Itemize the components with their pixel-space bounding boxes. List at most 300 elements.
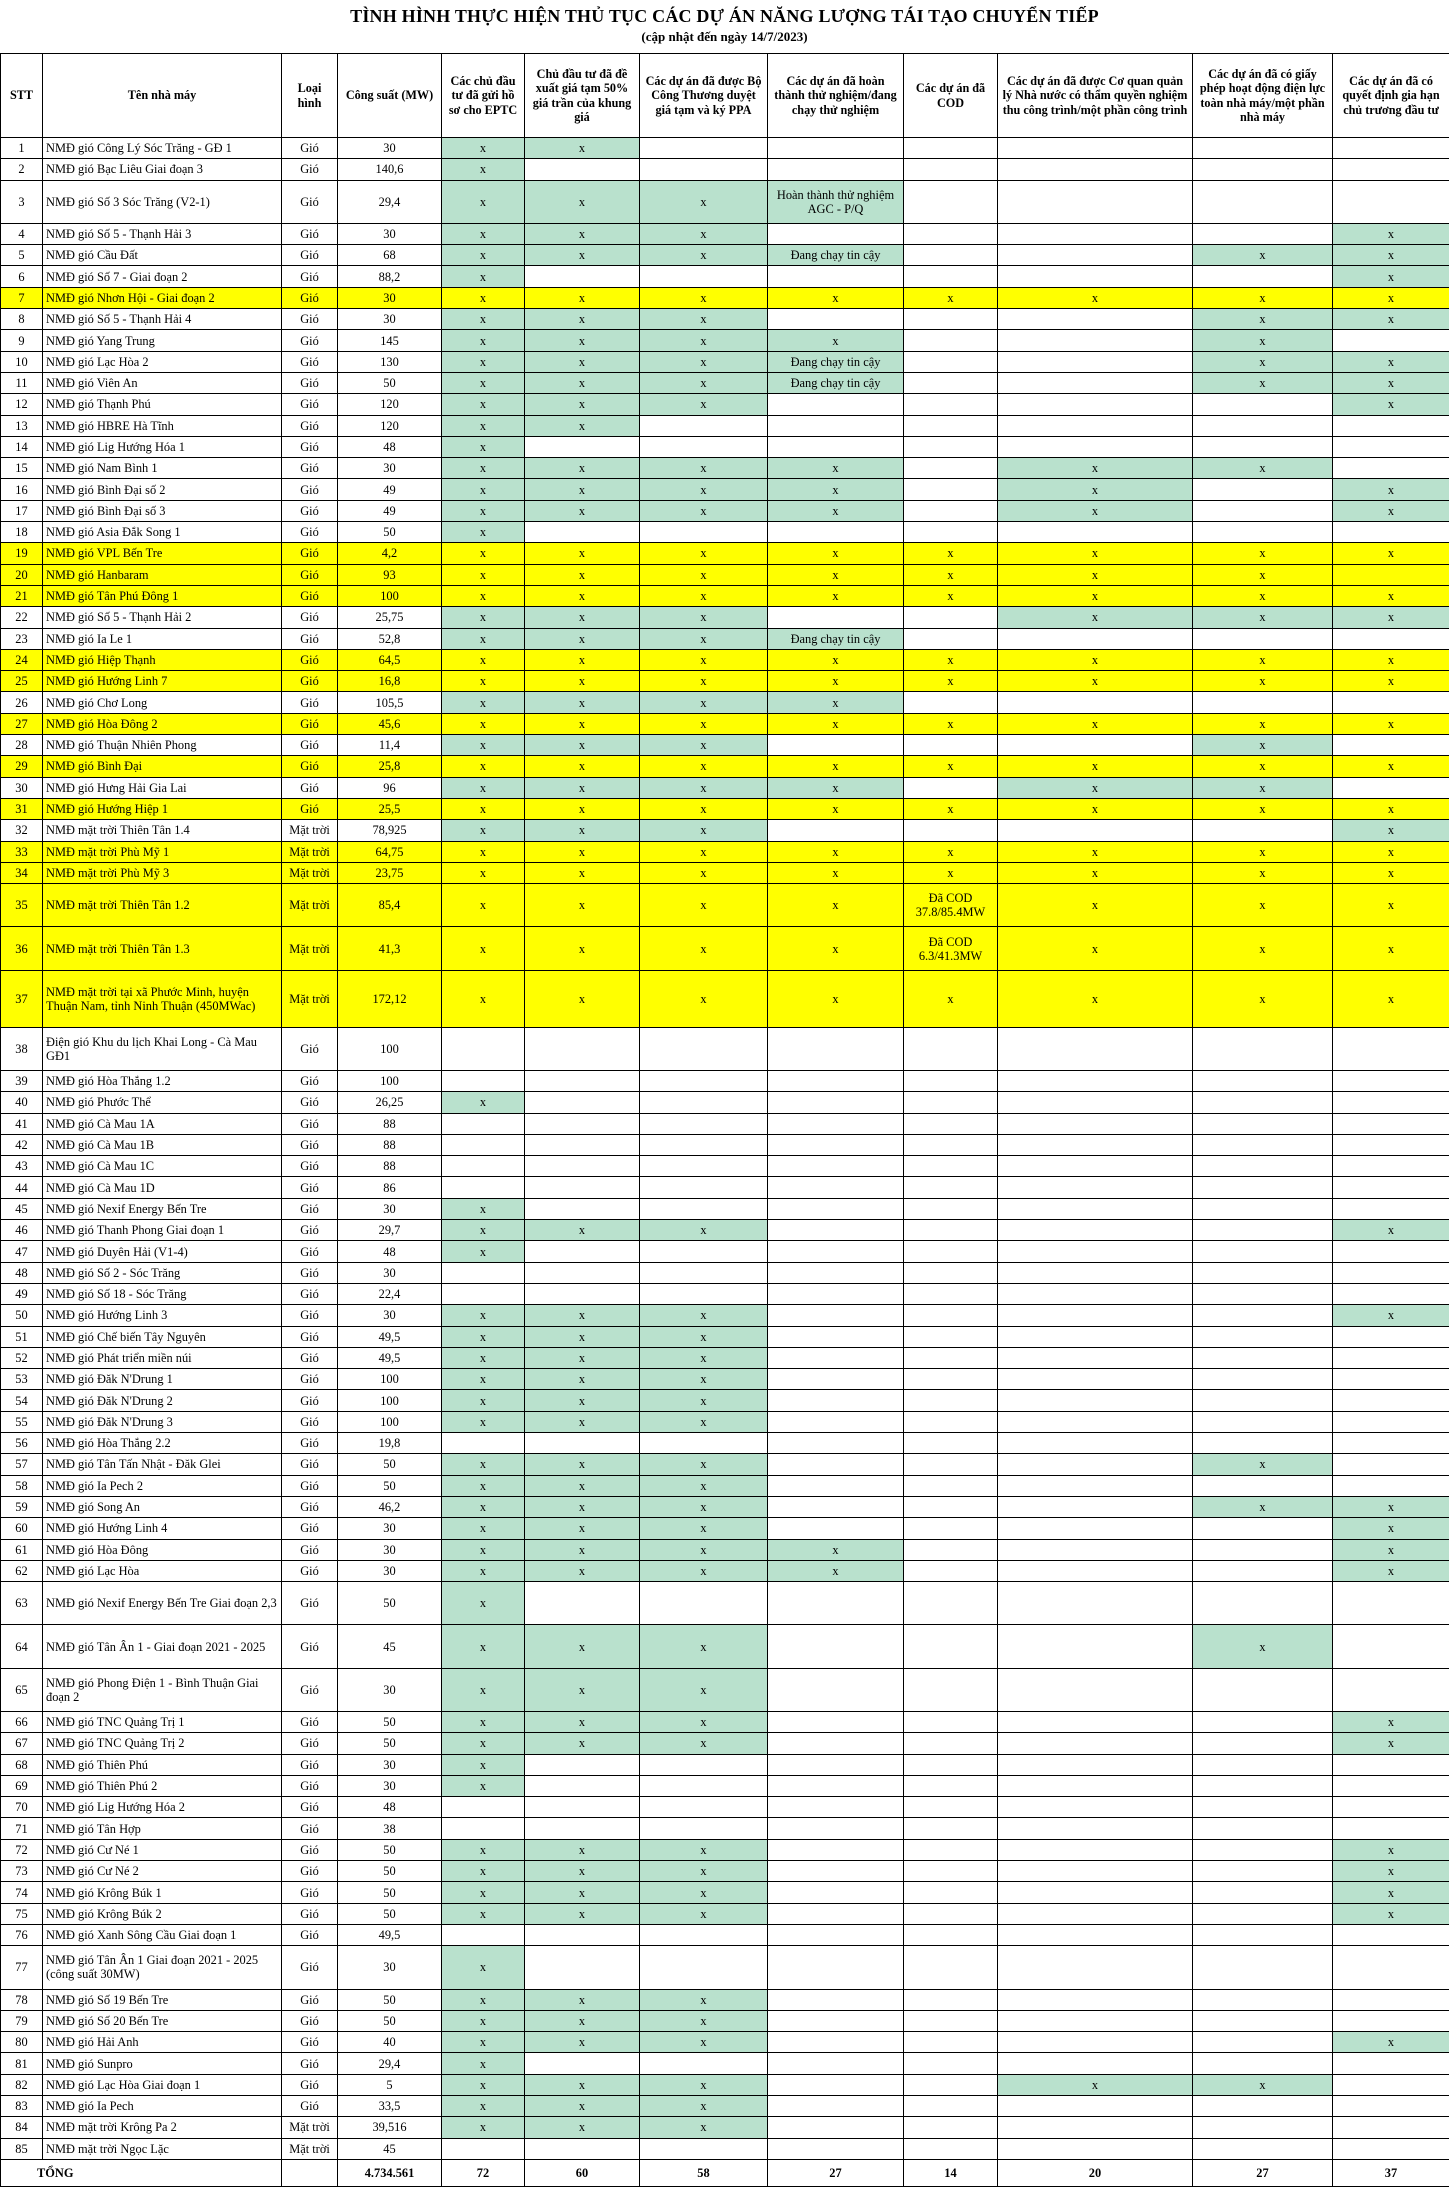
table-row [1, 479, 1449, 500]
cell-license [1193, 522, 1333, 543]
cell-type: Gió [282, 1369, 338, 1390]
cell-eptc-submitted: x [442, 607, 525, 628]
cell-testing [768, 1818, 904, 1839]
cell-capacity: 45 [338, 2138, 442, 2159]
cell-acceptance [998, 2138, 1193, 2159]
cell-extension: x [1333, 479, 1449, 500]
cell-license [1193, 1198, 1333, 1219]
cell-license: x [1193, 585, 1333, 606]
cell-acceptance [998, 138, 1193, 159]
cell-extension [1333, 564, 1449, 585]
cell-extension [1333, 1156, 1449, 1177]
cell-price-proposed: x [525, 1390, 640, 1411]
header-cod: Các dự án đã COD [904, 54, 998, 138]
cell-acceptance [998, 1220, 1193, 1241]
cell-stt: 68 [1, 1754, 43, 1775]
cell-eptc-submitted: x [442, 927, 525, 970]
cell-cod [904, 522, 998, 543]
cell-stt: 32 [1, 820, 43, 841]
cell-price-proposed: x [525, 1668, 640, 1711]
cell-stt: 24 [1, 649, 43, 670]
cell-cod [904, 1754, 998, 1775]
cell-price-proposed [525, 2138, 640, 2159]
cell-testing [768, 309, 904, 330]
cell-testing [768, 1861, 904, 1882]
table-row [1, 1027, 1449, 1070]
cell-cod [904, 777, 998, 798]
cell-capacity: 26,25 [338, 1092, 442, 1113]
cell-plant-name: NMĐ gió Ia Le 1 [43, 628, 282, 649]
cell-testing [768, 415, 904, 436]
cell-cod [904, 1092, 998, 1113]
cell-extension: x [1333, 287, 1449, 308]
cell-plant-name: NMĐ gió Nexif Energy Bến Tre [43, 1198, 282, 1219]
table-row [1, 585, 1449, 606]
cell-cod [904, 1733, 998, 1754]
cell-license [1193, 1797, 1333, 1818]
cell-plant-name: NMĐ gió Thuận Nhiên Phong [43, 735, 282, 756]
cell-license [1193, 1861, 1333, 1882]
cell-testing [768, 1283, 904, 1304]
cell-cod [904, 1433, 998, 1454]
cell-capacity: 46,2 [338, 1496, 442, 1517]
cell-eptc-submitted: x [442, 1882, 525, 1903]
cell-stt: 34 [1, 862, 43, 883]
cell-capacity: 50 [338, 1839, 442, 1860]
cell-acceptance: x [998, 970, 1193, 1027]
cell-type: Gió [282, 287, 338, 308]
cell-cod [904, 1220, 998, 1241]
table-row [1, 1156, 1449, 1177]
cell-license [1193, 1712, 1333, 1733]
cell-plant-name: NMĐ gió Krông Búk 2 [43, 1903, 282, 1924]
table-row [1, 1411, 1449, 1432]
cell-extension [1333, 1775, 1449, 1796]
cell-ppa-signed: x [640, 1475, 768, 1496]
cell-eptc-submitted: x [442, 735, 525, 756]
cell-capacity: 25,8 [338, 756, 442, 777]
cell-stt: 20 [1, 564, 43, 585]
cell-license [1193, 1668, 1333, 1711]
cell-type: Gió [282, 245, 338, 266]
cell-cod [904, 245, 998, 266]
cell-extension: x [1333, 1861, 1449, 1882]
cell-capacity: 50 [338, 372, 442, 393]
cell-testing [768, 1989, 904, 2010]
cell-cod [904, 180, 998, 223]
cell-eptc-submitted: x [442, 436, 525, 457]
cell-plant-name: NMĐ gió Viên An [43, 372, 282, 393]
cell-capacity: 4,2 [338, 543, 442, 564]
cell-testing: x [768, 862, 904, 883]
cell-license: x [1193, 649, 1333, 670]
cell-ppa-signed [640, 415, 768, 436]
cell-stt: 16 [1, 479, 43, 500]
cell-eptc-submitted: x [442, 287, 525, 308]
cell-acceptance [998, 1262, 1193, 1283]
cell-license [1193, 394, 1333, 415]
cell-ppa-signed [640, 1027, 768, 1070]
cell-type: Gió [282, 692, 338, 713]
cell-plant-name: NMĐ gió Thiên Phú 2 [43, 1775, 282, 1796]
cell-type: Gió [282, 1518, 338, 1539]
table-row [1, 862, 1449, 883]
table-row [1, 436, 1449, 457]
cell-plant-name: NMĐ gió Phước Thể [43, 1092, 282, 1113]
cell-type: Gió [282, 415, 338, 436]
cell-capacity: 49,5 [338, 1924, 442, 1945]
cell-ppa-signed [640, 1262, 768, 1283]
cell-testing [768, 1625, 904, 1668]
cell-testing [768, 1262, 904, 1283]
table-row [1, 1220, 1449, 1241]
cell-cod [904, 2096, 998, 2117]
cell-price-proposed [525, 159, 640, 180]
table-row [1, 1754, 1449, 1775]
table-row [1, 245, 1449, 266]
cell-cod [904, 351, 998, 372]
cell-ppa-signed: x [640, 1882, 768, 1903]
cell-capacity: 30 [338, 1198, 442, 1219]
cell-plant-name: NMĐ gió Tân Tấn Nhật - Đăk Glei [43, 1454, 282, 1475]
cell-ppa-signed: x [640, 372, 768, 393]
cell-testing: x [768, 585, 904, 606]
cell-extension [1333, 2053, 1449, 2074]
cell-type: Gió [282, 266, 338, 287]
cell-extension: x [1333, 1839, 1449, 1860]
cell-ppa-signed [640, 266, 768, 287]
cell-ppa-signed: x [640, 1712, 768, 1733]
cell-eptc-submitted: x [442, 1411, 525, 1432]
cell-plant-name: NMĐ gió Hướng Hiệp 1 [43, 798, 282, 819]
cell-acceptance [998, 1198, 1193, 1219]
cell-license [1193, 180, 1333, 223]
cell-type: Gió [282, 1946, 338, 1989]
cell-cod [904, 1518, 998, 1539]
cell-eptc-submitted: x [442, 777, 525, 798]
cell-plant-name: NMĐ gió Số 7 - Giai đoạn 2 [43, 266, 282, 287]
cell-testing: Hoàn thành thử nghiệm AGC - P/Q [768, 180, 904, 223]
cell-ppa-signed: x [640, 1625, 768, 1668]
cell-stt: 44 [1, 1177, 43, 1198]
cell-plant-name: NMĐ mặt trời tại xã Phước Minh, huyện Thuận Nam, tỉnh Ninh Thuận (450MWac) [43, 970, 282, 1027]
cell-testing [768, 1241, 904, 1262]
cell-license [1193, 266, 1333, 287]
cell-extension [1333, 1797, 1449, 1818]
cell-cod [904, 1454, 998, 1475]
table-row [1, 138, 1449, 159]
cell-extension: x [1333, 1733, 1449, 1754]
cell-ppa-signed: x [640, 1733, 768, 1754]
cell-cod: x [904, 841, 998, 862]
cell-extension [1333, 138, 1449, 159]
table-row [1, 671, 1449, 692]
cell-stt: 10 [1, 351, 43, 372]
table-row [1, 1625, 1449, 1668]
table-row [1, 1903, 1449, 1924]
cell-license [1193, 1433, 1333, 1454]
cell-type: Gió [282, 1433, 338, 1454]
cell-eptc-submitted: x [442, 1668, 525, 1711]
cell-testing [768, 2053, 904, 2074]
cell-cod [904, 1582, 998, 1625]
cell-ppa-signed [640, 1433, 768, 1454]
cell-stt: 80 [1, 2032, 43, 2053]
cell-cod [904, 1156, 998, 1177]
cell-cod [904, 1411, 998, 1432]
table-row [1, 458, 1449, 479]
cell-eptc-submitted [442, 1113, 525, 1134]
cell-extension [1333, 1369, 1449, 1390]
cell-ppa-signed [640, 522, 768, 543]
cell-license [1193, 159, 1333, 180]
cell-type: Gió [282, 180, 338, 223]
total-count: 37 [1333, 2159, 1449, 2186]
cell-cod [904, 1539, 998, 1560]
cell-cod [904, 415, 998, 436]
cell-ppa-signed: x [640, 394, 768, 415]
cell-type: Gió [282, 1903, 338, 1924]
header-testing: Các dự án đã hoàn thành thử nghiệm/đang chạy thử nghiệm [768, 54, 904, 138]
cell-type: Gió [282, 1326, 338, 1347]
header-stt: STT [1, 54, 43, 138]
table-row [1, 607, 1449, 628]
cell-license [1193, 2053, 1333, 2074]
cell-extension [1333, 1262, 1449, 1283]
cell-stt: 13 [1, 415, 43, 436]
cell-license: x [1193, 713, 1333, 734]
table-body [1, 138, 1449, 2160]
cell-testing [768, 2138, 904, 2159]
cell-testing [768, 159, 904, 180]
cell-plant-name: NMĐ gió Cư Né 1 [43, 1839, 282, 1860]
cell-testing [768, 1839, 904, 1860]
table-row [1, 777, 1449, 798]
cell-acceptance: x [998, 607, 1193, 628]
cell-type: Gió [282, 1496, 338, 1517]
report-subtitle: (cập nhật đến ngày 14/7/2023) [0, 29, 1449, 45]
cell-price-proposed: x [525, 1560, 640, 1581]
cell-type: Gió [282, 1156, 338, 1177]
cell-acceptance [998, 1283, 1193, 1304]
cell-acceptance [998, 1625, 1193, 1668]
cell-price-proposed [525, 1946, 640, 1989]
cell-stt: 70 [1, 1797, 43, 1818]
cell-type: Gió [282, 458, 338, 479]
cell-acceptance [998, 1156, 1193, 1177]
table-row [1, 543, 1449, 564]
cell-stt: 4 [1, 223, 43, 244]
cell-stt: 72 [1, 1839, 43, 1860]
cell-extension: x [1333, 266, 1449, 287]
cell-acceptance [998, 1134, 1193, 1155]
cell-ppa-signed: x [640, 458, 768, 479]
cell-testing [768, 1134, 904, 1155]
cell-type: Gió [282, 394, 338, 415]
cell-ppa-signed: x [640, 820, 768, 841]
cell-capacity: 68 [338, 245, 442, 266]
cell-price-proposed [525, 1754, 640, 1775]
cell-acceptance [998, 1775, 1193, 1796]
cell-eptc-submitted: x [442, 2053, 525, 2074]
cell-eptc-submitted: x [442, 2117, 525, 2138]
cell-capacity: 100 [338, 1027, 442, 1070]
cell-ppa-signed: x [640, 1454, 768, 1475]
cell-license [1193, 1241, 1333, 1262]
cell-cod [904, 1475, 998, 1496]
cell-plant-name: NMĐ gió Tân Hợp [43, 1818, 282, 1839]
cell-capacity: 29,4 [338, 2053, 442, 2074]
cell-cod [904, 2117, 998, 2138]
table-row [1, 2074, 1449, 2095]
cell-stt: 73 [1, 1861, 43, 1882]
table-row [1, 1134, 1449, 1155]
table-row [1, 1177, 1449, 1198]
cell-license: x [1193, 841, 1333, 862]
cell-license [1193, 1989, 1333, 2010]
cell-license [1193, 500, 1333, 521]
cell-acceptance [998, 1582, 1193, 1625]
cell-type: Gió [282, 564, 338, 585]
cell-license [1193, 223, 1333, 244]
cell-extension: x [1333, 1882, 1449, 1903]
cell-testing [768, 1903, 904, 1924]
cell-eptc-submitted: x [442, 1496, 525, 1517]
cell-type: Gió [282, 1305, 338, 1326]
cell-cod: x [904, 287, 998, 308]
cell-acceptance [998, 1241, 1193, 1262]
cell-cod [904, 1070, 998, 1091]
cell-eptc-submitted [442, 2138, 525, 2159]
cell-capacity: 88 [338, 1113, 442, 1134]
cell-plant-name: NMĐ gió Tân Ân 1 - Giai đoạn 2021 - 2025 [43, 1625, 282, 1668]
cell-plant-name: NMĐ gió Số 20 Bến Tre [43, 2010, 282, 2031]
cell-ppa-signed: x [640, 649, 768, 670]
cell-plant-name: NMĐ gió TNC Quảng Trị 1 [43, 1712, 282, 1733]
cell-price-proposed: x [525, 884, 640, 927]
cell-extension [1333, 1070, 1449, 1091]
cell-testing [768, 1882, 904, 1903]
cell-license [1193, 1390, 1333, 1411]
cell-cod: x [904, 585, 998, 606]
cell-price-proposed: x [525, 862, 640, 883]
cell-license [1193, 1903, 1333, 1924]
cell-cod [904, 394, 998, 415]
cell-capacity: 45 [338, 1625, 442, 1668]
cell-eptc-submitted: x [442, 159, 525, 180]
cell-cod [904, 1369, 998, 1390]
cell-testing [768, 1924, 904, 1945]
cell-cod [904, 159, 998, 180]
cell-ppa-signed: x [640, 713, 768, 734]
cell-type: Gió [282, 1177, 338, 1198]
cell-acceptance [998, 628, 1193, 649]
cell-stt: 5 [1, 245, 43, 266]
cell-eptc-submitted: x [442, 1390, 525, 1411]
cell-testing [768, 1496, 904, 1517]
cell-capacity: 140,6 [338, 159, 442, 180]
cell-acceptance: x [998, 479, 1193, 500]
cell-cod [904, 458, 998, 479]
cell-eptc-submitted: x [442, 1839, 525, 1860]
cell-cod [904, 1903, 998, 1924]
cell-extension: x [1333, 351, 1449, 372]
cell-stt: 75 [1, 1903, 43, 1924]
cell-license [1193, 1220, 1333, 1241]
cell-ppa-signed: x [640, 1369, 768, 1390]
cell-testing [768, 1582, 904, 1625]
project-status-table [0, 53, 1449, 2187]
cell-license [1193, 1092, 1333, 1113]
cell-acceptance: x [998, 649, 1193, 670]
cell-price-proposed: x [525, 138, 640, 159]
cell-price-proposed: x [525, 1903, 640, 1924]
cell-stt: 15 [1, 458, 43, 479]
cell-cod: x [904, 564, 998, 585]
cell-type: Gió [282, 1411, 338, 1432]
cell-extension: x [1333, 820, 1449, 841]
cell-type: Gió [282, 330, 338, 351]
cell-stt: 26 [1, 692, 43, 713]
cell-testing [768, 2010, 904, 2031]
cell-extension: x [1333, 970, 1449, 1027]
cell-price-proposed: x [525, 1625, 640, 1668]
cell-price-proposed: x [525, 1454, 640, 1475]
cell-ppa-signed: x [640, 2074, 768, 2095]
cell-acceptance: x [998, 671, 1193, 692]
cell-ppa-signed: x [640, 330, 768, 351]
table-row [1, 1518, 1449, 1539]
cell-license [1193, 692, 1333, 713]
cell-eptc-submitted: x [442, 266, 525, 287]
cell-extension [1333, 692, 1449, 713]
cell-cod [904, 1496, 998, 1517]
table-row [1, 372, 1449, 393]
cell-price-proposed: x [525, 713, 640, 734]
cell-testing [768, 1070, 904, 1091]
cell-acceptance [998, 159, 1193, 180]
cell-extension [1333, 2117, 1449, 2138]
cell-eptc-submitted [442, 1027, 525, 1070]
cell-stt: 81 [1, 2053, 43, 2074]
cell-capacity: 30 [338, 458, 442, 479]
cell-cod [904, 1668, 998, 1711]
cell-ppa-signed: x [640, 180, 768, 223]
cell-plant-name: NMĐ gió Song An [43, 1496, 282, 1517]
cell-type: Gió [282, 585, 338, 606]
header-type: Loại hình [282, 54, 338, 138]
cell-capacity: 93 [338, 564, 442, 585]
cell-eptc-submitted [442, 1797, 525, 1818]
cell-stt: 12 [1, 394, 43, 415]
cell-acceptance: x [998, 862, 1193, 883]
cell-extension [1333, 1347, 1449, 1368]
table-row [1, 1582, 1449, 1625]
cell-plant-name: NMĐ gió Chế biến Tây Nguyên [43, 1326, 282, 1347]
cell-testing: x [768, 692, 904, 713]
table-row [1, 628, 1449, 649]
cell-license [1193, 1113, 1333, 1134]
cell-plant-name: NMĐ gió Phong Điện 1 - Bình Thuận Giai đoạn 2 [43, 1668, 282, 1711]
cell-eptc-submitted: x [442, 330, 525, 351]
cell-testing: x [768, 1560, 904, 1581]
cell-plant-name: NMĐ mặt trời Thiên Tân 1.2 [43, 884, 282, 927]
cell-eptc-submitted [442, 1924, 525, 1945]
cell-extension [1333, 1454, 1449, 1475]
cell-capacity: 19,8 [338, 1433, 442, 1454]
cell-testing: Đang chạy tin cậy [768, 245, 904, 266]
cell-stt: 3 [1, 180, 43, 223]
